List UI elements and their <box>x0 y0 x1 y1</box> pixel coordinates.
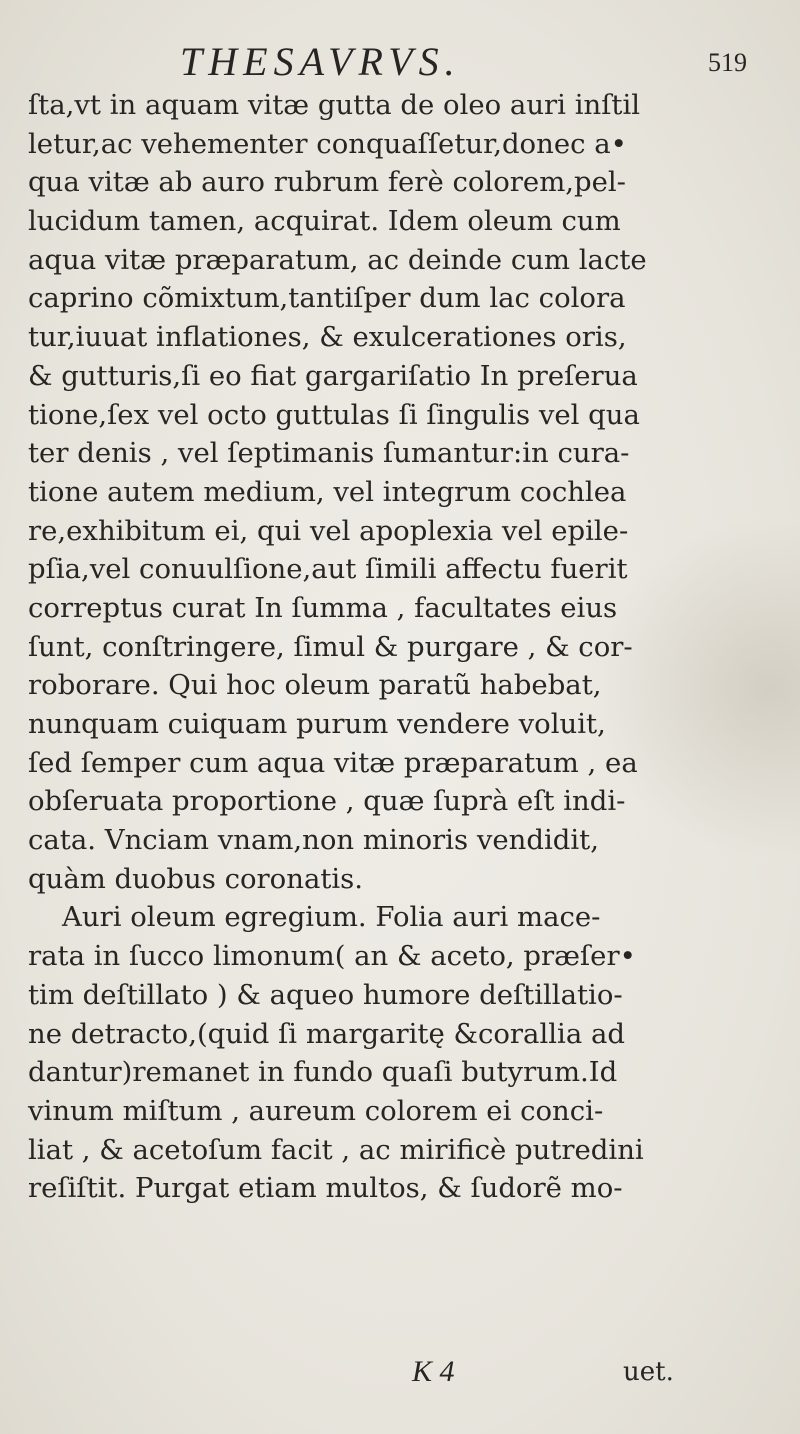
text-line: liat , & acetoſum facit , ac mirificè putredini <box>28 1133 644 1166</box>
text-line: dantur)remanet in fundo quaſi butyrum.Id <box>28 1056 618 1089</box>
text-line: aqua vitæ præparatum, ac deinde cum lacte <box>28 243 647 276</box>
page-header <box>0 40 800 84</box>
text-line: caprino cõmixtum,tantiſper dum lac colora <box>28 282 626 315</box>
text-line: reſiſtit. Purgat etiam multos, & ſudorẽ mo- <box>28 1172 623 1205</box>
running-title: THESAVRVS. <box>180 39 461 84</box>
text-line: tim deſtillato ) & aqueo humore deſtillatio- <box>28 978 623 1011</box>
text-line: roborare. Qui hoc oleum paratũ habebat, <box>28 669 602 702</box>
text-line: letur,ac vehementer conquaſſetur,donec a• <box>28 127 627 160</box>
text-line: cata. Vnciam vnam,non minoris vendidit, <box>28 824 599 857</box>
text-line: quàm duobus coronatis. <box>28 862 364 895</box>
text-line: tione,ſex vel octo guttulas ſi ſingulis vel qua <box>28 398 640 431</box>
text-line: obſeruata proportione , quæ ſuprà eſt indi- <box>28 785 626 818</box>
text-line: re,exhibitum ei, qui vel apoplexia vel epile- <box>28 514 629 547</box>
page-number: 519 <box>708 48 747 77</box>
text-line: & gutturis,ſi eo fiat gargariſatio In preſerua <box>28 359 638 392</box>
text-line: ſunt, conſtringere, ſimul & purgare , & cor- <box>28 630 633 663</box>
text-line: vinum miſtum , aureum colorem ei conci- <box>28 1094 604 1127</box>
text-line: tur,iuuat inflationes, & exulcerationes oris, <box>28 321 627 354</box>
text-line: ſta,vt in aquam vitæ gutta de oleo auri inſtil <box>28 89 641 121</box>
section-heading-line: Auri oleum egregium. Folia auri mace- <box>62 901 601 934</box>
text-line: rata in ſucco limonum( an & aceto, præſer• <box>28 940 636 973</box>
text-line: ne detracto,(quid ſi margaritę &corallia ad <box>28 1017 625 1050</box>
catchword: uet. <box>623 1357 674 1387</box>
text-line: lucidum tamen, acquirat. Idem oleum cum <box>28 205 621 238</box>
text-line: ſed ſemper cum aqua vitæ præparatum , ea <box>28 746 638 779</box>
text-line: ter denis , vel ſeptimanis ſumantur:in cura- <box>28 437 630 470</box>
text-line: tione autem medium, vel integrum cochlea <box>28 475 627 508</box>
text-line: qua vitæ ab auro rubrum ferè colorem,pel- <box>28 166 626 199</box>
text-line: correptus curat In ſumma , facultates eius <box>28 591 618 624</box>
text-line: pſia,vel conuulſione,aut ſimili affectu fuerit <box>28 553 628 586</box>
body-text <box>28 86 778 1208</box>
text-line: nunquam cuiquam purum vendere voluit, <box>28 708 606 740</box>
page-footer <box>0 1352 800 1392</box>
signature-mark: K 4 <box>412 1355 455 1388</box>
